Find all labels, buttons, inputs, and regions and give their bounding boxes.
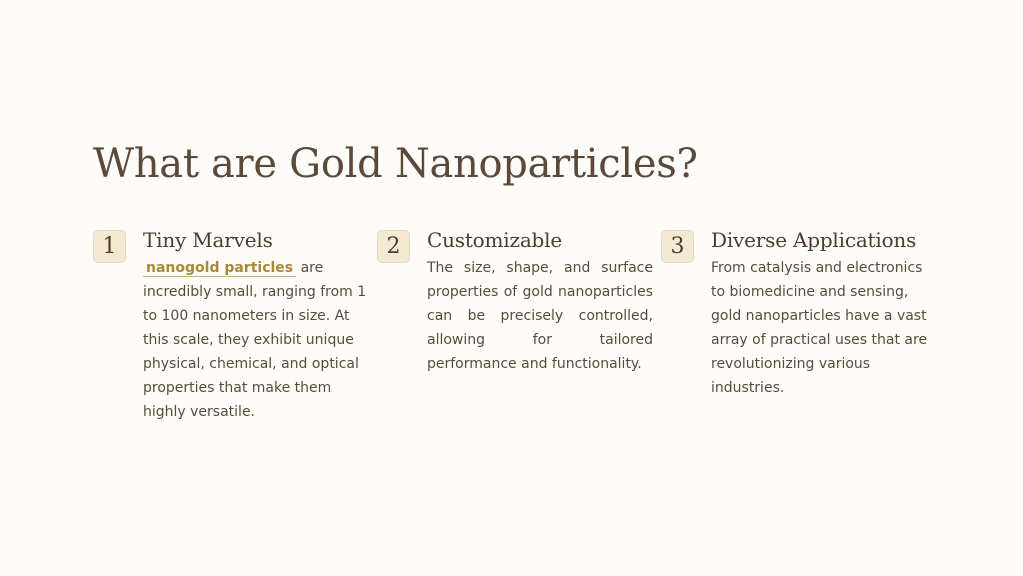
card-text bbox=[143, 256, 369, 424]
card-text: The size, shape, and surface properties of gold nanoparticles can be precisely controlled, allowing for tailored performance and functionality. bbox=[427, 260, 653, 372]
card-title: Tiny Marvels bbox=[143, 228, 273, 252]
card-title: Customizable bbox=[427, 228, 562, 252]
highlighted-term: nanogold particles bbox=[143, 260, 296, 277]
card-text: From catalysis and electronics to biomedicine and sensing, gold nanoparticles have a vast array of practical uses that are revolutionizing various industries. bbox=[711, 260, 928, 396]
slide-title: What are Gold Nanoparticles? bbox=[93, 141, 698, 187]
number-badge: 1 bbox=[93, 230, 126, 263]
number-badge: 2 bbox=[377, 230, 410, 263]
number-badge: 3 bbox=[661, 230, 694, 263]
card-body bbox=[427, 226, 653, 376]
card-body bbox=[711, 226, 937, 400]
card-body bbox=[143, 226, 369, 424]
card-text-body: are incredibly small, ranging from 1 to 100 nanometers in size. At this scale, they exhibit unique physical, chemical, and optical properties that make them highly versatile. bbox=[143, 260, 367, 420]
card-title: Diverse Applications bbox=[711, 228, 917, 252]
